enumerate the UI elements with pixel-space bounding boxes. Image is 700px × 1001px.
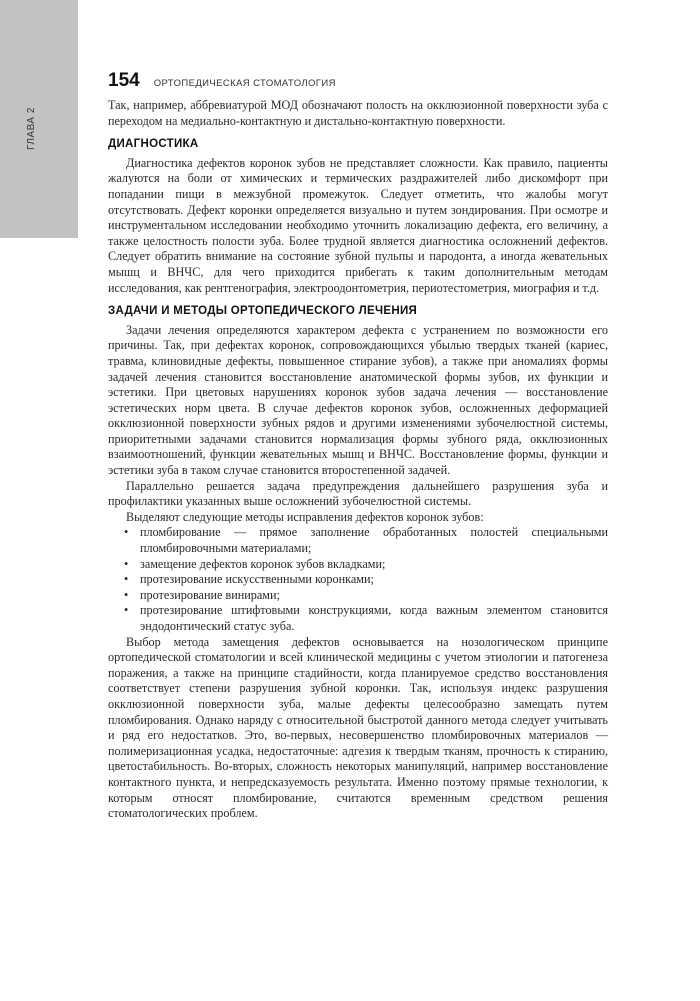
diagnostics-paragraph: Диагностика дефектов коронок зубов не представляет сложности. Как правило, пациенты жалуются на боли от химических и термических раздражителей либо дискомфорт при попадании пищи в межзубной промежуток. Следует отметить, что жалобы могут отсутствовать. Дефект коронки определяется визуально и путем зондирования. При осмотре и инструментальном исследовании необходимо уточнить локализацию дефекта, его величину, а также целостность полости зуба. Более трудной является диагностика осложнений дефектов. Следует обратить внимание на состояние зубной пульпы и пародонта, а иногда жевательных мышц и ВНЧС, для чего приходится прибегать к таким дополнительным методам исследования, как рентгенография, электроодонтометрия, периотестометрия, миография и т.д. <box>108 155 608 295</box>
methods-list <box>108 525 608 634</box>
running-title: ОРТОПЕДИЧЕСКАЯ СТОМАТОЛОГИЯ <box>153 78 336 89</box>
diagnostics-heading: ДИАГНОСТИКА <box>108 138 199 151</box>
chapter-label: ГЛАВА 2 <box>26 107 37 150</box>
list-item: • протезирование винирами; <box>108 588 608 604</box>
page-body <box>108 98 608 822</box>
intro-paragraph: Так, например, аббревиатурой МОД обозначают полость на окклюзионной поверхности зуба с переходом на медиально-контактную и дистально-контактную поверхности. <box>108 98 608 128</box>
methods-intro: Выделяют следующие методы исправления дефектов коронок зубов: <box>126 509 484 524</box>
page-number: 154 <box>108 70 140 91</box>
list-item: • протезирование штифтовыми конструкциями, когда важным элементом становится эндодонтический статус зуба. <box>108 603 608 634</box>
treatment-heading: ЗАДАЧИ И МЕТОДЫ ОРТОПЕДИЧЕСКОГО ЛЕЧЕНИЯ <box>108 305 418 318</box>
list-item: • пломбирование — прямое заполнение обработанных полостей специальными пломбировочными материалами; <box>108 525 608 556</box>
list-item: • замещение дефектов коронок зубов вкладками; <box>108 557 608 573</box>
page-header <box>108 70 608 96</box>
treatment-paragraph-2: Параллельно решается задача предупреждения дальнейшего разрушения зуба и профилактики указанных выше осложнений зубочелюстной системы. <box>108 478 608 509</box>
treatment-paragraph-1: Задачи лечения определяются характером дефекта с устранением по возможности его причины. Так, при дефектах коронок, сопровождающихся убылью твердых тканей (кариес, травма, клиновидные дефекты, повышенное стирание зубов), а также при аномалиях формы задачей лечения становится восстановление анатомической формы зубов, их функции и эстетики. При цветовых нарушениях коронок зубов задача лечения — восстановление эстетических норм цвета. В случае дефектов коронок зубов, осложненных деформацией окклюзионной поверхности зубных рядов и другими изменениями зубочелюстной системы, приоритетными задачами становится нормализация формы зубного ряда, окклюзионных взаимоотношений, функции жевательных мышц и ВНЧС. Восстановление формы, функции и эстетики зуба в таком случае становится второстепенной задачей. <box>108 322 608 478</box>
chapter-side-tab <box>0 0 78 238</box>
list-item: • протезирование искусственными коронками; <box>108 572 608 588</box>
treatment-paragraph-4: Выбор метода замещения дефектов основывается на нозологическом принципе ортопедической стоматологии и всей клинической медицины с учетом этиологии и патогенеза поражения, а также на принципе стадийности, когда планируемое средство восстановления соответствует степени разрушения зубной коронки. Так, используя индекс разрушения окклюзионной поверхности зуба, малые дефекты целесообразно замещать путем пломбирования. Однако наряду с относительной быстротой данного метода следует учитывать и ряд его недостатков. Это, во-первых, несовершенство пломбировочных материалов — полимеризационная усадка, недостаточные: адгезия к твердым тканям, прочность к стиранию, цветостабильность. Во-вторых, сложность некоторых манипуляций, например восстановление контактного пункта, и непредсказуемость результата. Именно поэтому прямые технологии, к которым относят пломбирование, считаются временным средством решения стоматологических проблем. <box>108 634 608 821</box>
